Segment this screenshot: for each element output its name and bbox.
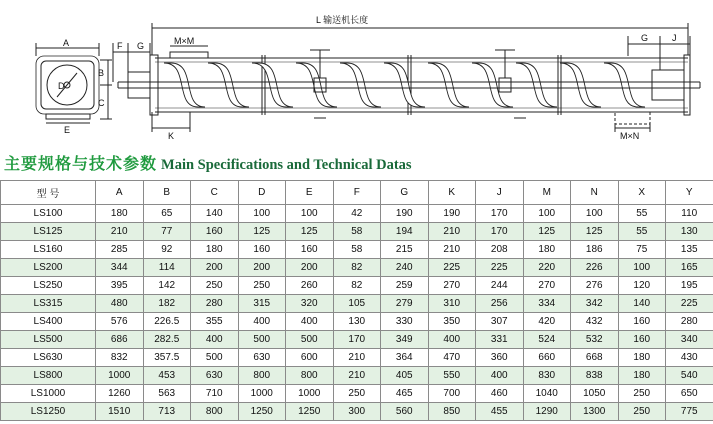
- screw-flights: [164, 63, 645, 107]
- header-model: 型 号: [1, 181, 96, 205]
- cell-a: 1000: [96, 367, 144, 385]
- table-row: [1, 385, 713, 403]
- cell-j: 307: [476, 313, 524, 331]
- cell-c: 250: [191, 277, 239, 295]
- label-d: D: [58, 81, 65, 91]
- cell-d: 315: [238, 295, 286, 313]
- cell-f: 42: [333, 205, 381, 223]
- title-english: Main Specifications and Technical Datas: [161, 157, 412, 173]
- cell-c: 400: [191, 331, 239, 349]
- cell-x: 140: [618, 295, 666, 313]
- cell-e: 800: [286, 367, 334, 385]
- cell-d: 800: [238, 367, 286, 385]
- cell-f: 300: [333, 403, 381, 421]
- cell-x: 160: [618, 331, 666, 349]
- screw-flight: [516, 63, 557, 107]
- cell-x: 250: [618, 403, 666, 421]
- cell-k: 350: [428, 313, 476, 331]
- cell-a: 1510: [96, 403, 144, 421]
- screw-flight: [208, 63, 249, 107]
- header-e: E: [286, 181, 334, 205]
- table-row: [1, 223, 713, 241]
- cell-d: 500: [238, 331, 286, 349]
- length-label: L 输送机长度: [316, 15, 369, 25]
- specifications-table: [0, 180, 713, 421]
- cell-y: 280: [666, 313, 713, 331]
- cell-g: 279: [381, 295, 429, 313]
- outlet-opening: [615, 112, 650, 141]
- label-c: C: [98, 98, 105, 108]
- cell-k: 700: [428, 385, 476, 403]
- label-g-right: G: [641, 33, 649, 43]
- cell-g: 194: [381, 223, 429, 241]
- cell-d: 100: [238, 205, 286, 223]
- cell-g: 560: [381, 403, 429, 421]
- section-title: [4, 152, 412, 176]
- cell-m: 1040: [523, 385, 571, 403]
- cell-y: 110: [666, 205, 713, 223]
- label-f: F: [117, 41, 123, 51]
- cell-b: 357.5: [143, 349, 191, 367]
- header-row: [1, 181, 713, 205]
- cell-f: 170: [333, 331, 381, 349]
- cell-a: 480: [96, 295, 144, 313]
- cell-e: 200: [286, 259, 334, 277]
- cell-m: 125: [523, 223, 571, 241]
- cell-f: 250: [333, 385, 381, 403]
- cell-x: 100: [618, 259, 666, 277]
- cell-f: 210: [333, 349, 381, 367]
- header-b: B: [143, 181, 191, 205]
- cell-b: 453: [143, 367, 191, 385]
- cell-n: 532: [571, 331, 619, 349]
- cell-y: 650: [666, 385, 713, 403]
- cell-b: 77: [143, 223, 191, 241]
- left-end-flange: [150, 55, 158, 115]
- cell-b: 182: [143, 295, 191, 313]
- cell-g: 215: [381, 241, 429, 259]
- title-chinese: 主要规格与技术参数: [4, 154, 158, 173]
- cell-e: 500: [286, 331, 334, 349]
- cell-x: 180: [618, 367, 666, 385]
- cell-c: 630: [191, 367, 239, 385]
- header-m: M: [523, 181, 571, 205]
- cell-d: 1000: [238, 385, 286, 403]
- screw-conveyor-drawing: [0, 0, 713, 150]
- cell-y: 340: [666, 331, 713, 349]
- cell-d: 1250: [238, 403, 286, 421]
- cell-x: 75: [618, 241, 666, 259]
- length-dimension: [152, 14, 688, 55]
- screw-flight: [472, 63, 513, 107]
- cell-model: LS160: [1, 241, 96, 259]
- cell-f: 58: [333, 223, 381, 241]
- right-end-flange: [684, 55, 690, 115]
- cell-e: 1250: [286, 403, 334, 421]
- cell-a: 285: [96, 241, 144, 259]
- cell-c: 280: [191, 295, 239, 313]
- screw-flight: [560, 63, 601, 107]
- right-bearing: [652, 70, 684, 100]
- cell-n: 276: [571, 277, 619, 295]
- cell-c: 355: [191, 313, 239, 331]
- cell-a: 686: [96, 331, 144, 349]
- cell-model: LS125: [1, 223, 96, 241]
- cell-f: 82: [333, 259, 381, 277]
- cell-x: 55: [618, 223, 666, 241]
- cell-model: LS1000: [1, 385, 96, 403]
- cell-k: 270: [428, 277, 476, 295]
- label-mxm: M×M: [174, 36, 195, 46]
- screw-flight: [252, 63, 293, 107]
- cell-k: 400: [428, 331, 476, 349]
- cell-m: 100: [523, 205, 571, 223]
- cell-x: 180: [618, 349, 666, 367]
- cell-model: LS200: [1, 259, 96, 277]
- cell-g: 405: [381, 367, 429, 385]
- left-end-dimensions: [113, 41, 150, 82]
- cell-b: 563: [143, 385, 191, 403]
- cell-j: 225: [476, 259, 524, 277]
- label-j: J: [672, 33, 677, 43]
- cell-x: 160: [618, 313, 666, 331]
- cell-a: 1260: [96, 385, 144, 403]
- header-k: K: [428, 181, 476, 205]
- cell-f: 82: [333, 277, 381, 295]
- cell-y: 775: [666, 403, 713, 421]
- cell-a: 832: [96, 349, 144, 367]
- cell-model: LS315: [1, 295, 96, 313]
- end-view-base: [46, 114, 90, 119]
- cell-j: 455: [476, 403, 524, 421]
- cell-n: 342: [571, 295, 619, 313]
- header-y: Y: [666, 181, 713, 205]
- screw-flight: [604, 63, 645, 107]
- header-j: J: [476, 181, 524, 205]
- cell-e: 1000: [286, 385, 334, 403]
- cell-y: 130: [666, 223, 713, 241]
- cell-e: 260: [286, 277, 334, 295]
- cell-y: 225: [666, 295, 713, 313]
- cell-n: 432: [571, 313, 619, 331]
- cell-k: 550: [428, 367, 476, 385]
- cell-a: 576: [96, 313, 144, 331]
- cell-m: 1290: [523, 403, 571, 421]
- hanger-2-block: [499, 78, 511, 92]
- cell-c: 180: [191, 241, 239, 259]
- label-b: B: [98, 68, 105, 78]
- cell-c: 160: [191, 223, 239, 241]
- cell-y: 430: [666, 349, 713, 367]
- cell-model: LS100: [1, 205, 96, 223]
- cell-g: 349: [381, 331, 429, 349]
- header-a: A: [96, 181, 144, 205]
- cell-j: 256: [476, 295, 524, 313]
- cell-j: 244: [476, 277, 524, 295]
- cell-n: 1050: [571, 385, 619, 403]
- cell-j: 331: [476, 331, 524, 349]
- cell-f: 130: [333, 313, 381, 331]
- cell-g: 330: [381, 313, 429, 331]
- cell-a: 395: [96, 277, 144, 295]
- cell-n: 668: [571, 349, 619, 367]
- label-g-left: G: [137, 41, 145, 51]
- cell-e: 125: [286, 223, 334, 241]
- cell-k: 210: [428, 223, 476, 241]
- cell-b: 713: [143, 403, 191, 421]
- cell-x: 120: [618, 277, 666, 295]
- cell-y: 135: [666, 241, 713, 259]
- table-row: [1, 241, 713, 259]
- cell-c: 200: [191, 259, 239, 277]
- table-row: [1, 331, 713, 349]
- screw-flight: [164, 63, 205, 107]
- cell-model: LS400: [1, 313, 96, 331]
- cell-n: 125: [571, 223, 619, 241]
- left-bearing: [128, 72, 150, 98]
- header-d: D: [238, 181, 286, 205]
- cell-model: LS1250: [1, 403, 96, 421]
- label-k: K: [168, 131, 175, 141]
- cell-e: 160: [286, 241, 334, 259]
- cell-d: 200: [238, 259, 286, 277]
- table-row: [1, 367, 713, 385]
- label-mxn: M×N: [620, 131, 640, 141]
- cell-b: 282.5: [143, 331, 191, 349]
- header-g: G: [381, 181, 429, 205]
- cell-e: 320: [286, 295, 334, 313]
- cell-c: 140: [191, 205, 239, 223]
- cell-b: 114: [143, 259, 191, 277]
- cell-d: 125: [238, 223, 286, 241]
- cell-x: 250: [618, 385, 666, 403]
- table-row: [1, 349, 713, 367]
- cell-m: 524: [523, 331, 571, 349]
- cell-j: 170: [476, 223, 524, 241]
- cell-model: LS500: [1, 331, 96, 349]
- label-e: E: [64, 125, 71, 135]
- inlet-opening: [170, 36, 208, 58]
- cell-y: 195: [666, 277, 713, 295]
- cell-c: 800: [191, 403, 239, 421]
- screw-flight: [296, 63, 337, 107]
- cell-j: 170: [476, 205, 524, 223]
- cell-b: 92: [143, 241, 191, 259]
- cell-x: 55: [618, 205, 666, 223]
- cell-k: 470: [428, 349, 476, 367]
- cell-j: 400: [476, 367, 524, 385]
- table-row: [1, 277, 713, 295]
- cell-n: 186: [571, 241, 619, 259]
- cell-d: 630: [238, 349, 286, 367]
- header-c: C: [191, 181, 239, 205]
- screw-flight: [340, 63, 381, 107]
- cell-n: 1300: [571, 403, 619, 421]
- table-row: [1, 403, 713, 421]
- cell-a: 180: [96, 205, 144, 223]
- cell-k: 225: [428, 259, 476, 277]
- table-row: [1, 205, 713, 223]
- cell-m: 180: [523, 241, 571, 259]
- cell-f: 210: [333, 367, 381, 385]
- cell-g: 259: [381, 277, 429, 295]
- cell-n: 100: [571, 205, 619, 223]
- cell-n: 226: [571, 259, 619, 277]
- cell-model: LS630: [1, 349, 96, 367]
- table-body: [1, 205, 713, 421]
- screw-flight: [384, 63, 425, 107]
- cell-m: 830: [523, 367, 571, 385]
- header-f: F: [333, 181, 381, 205]
- table-row: [1, 295, 713, 313]
- cell-y: 165: [666, 259, 713, 277]
- cell-g: 364: [381, 349, 429, 367]
- cell-d: 400: [238, 313, 286, 331]
- cell-k: 310: [428, 295, 476, 313]
- end-view: [36, 38, 112, 135]
- cell-m: 220: [523, 259, 571, 277]
- outlet-outline: [615, 112, 650, 124]
- cell-a: 210: [96, 223, 144, 241]
- cell-j: 460: [476, 385, 524, 403]
- cell-n: 838: [571, 367, 619, 385]
- cell-f: 58: [333, 241, 381, 259]
- cell-d: 250: [238, 277, 286, 295]
- table-row: [1, 259, 713, 277]
- label-a: A: [63, 38, 70, 48]
- cell-d: 160: [238, 241, 286, 259]
- cell-j: 360: [476, 349, 524, 367]
- cell-e: 400: [286, 313, 334, 331]
- cell-b: 65: [143, 205, 191, 223]
- header-n: N: [571, 181, 619, 205]
- cell-e: 600: [286, 349, 334, 367]
- cell-e: 100: [286, 205, 334, 223]
- table-header: [1, 181, 713, 205]
- cell-g: 240: [381, 259, 429, 277]
- screw-flight: [428, 63, 469, 107]
- dim-k: [152, 112, 190, 141]
- cell-k: 850: [428, 403, 476, 421]
- cell-j: 208: [476, 241, 524, 259]
- cell-k: 210: [428, 241, 476, 259]
- cell-g: 465: [381, 385, 429, 403]
- cell-m: 420: [523, 313, 571, 331]
- cell-c: 710: [191, 385, 239, 403]
- cell-a: 344: [96, 259, 144, 277]
- cell-model: LS250: [1, 277, 96, 295]
- table-row: [1, 313, 713, 331]
- cell-y: 540: [666, 367, 713, 385]
- cell-b: 142: [143, 277, 191, 295]
- cell-model: LS800: [1, 367, 96, 385]
- inlet-flange: [170, 52, 208, 58]
- cell-b: 226.5: [143, 313, 191, 331]
- cell-m: 334: [523, 295, 571, 313]
- cell-m: 660: [523, 349, 571, 367]
- cell-c: 500: [191, 349, 239, 367]
- cell-m: 270: [523, 277, 571, 295]
- cell-f: 105: [333, 295, 381, 313]
- cell-g: 190: [381, 205, 429, 223]
- cell-k: 190: [428, 205, 476, 223]
- header-x: X: [618, 181, 666, 205]
